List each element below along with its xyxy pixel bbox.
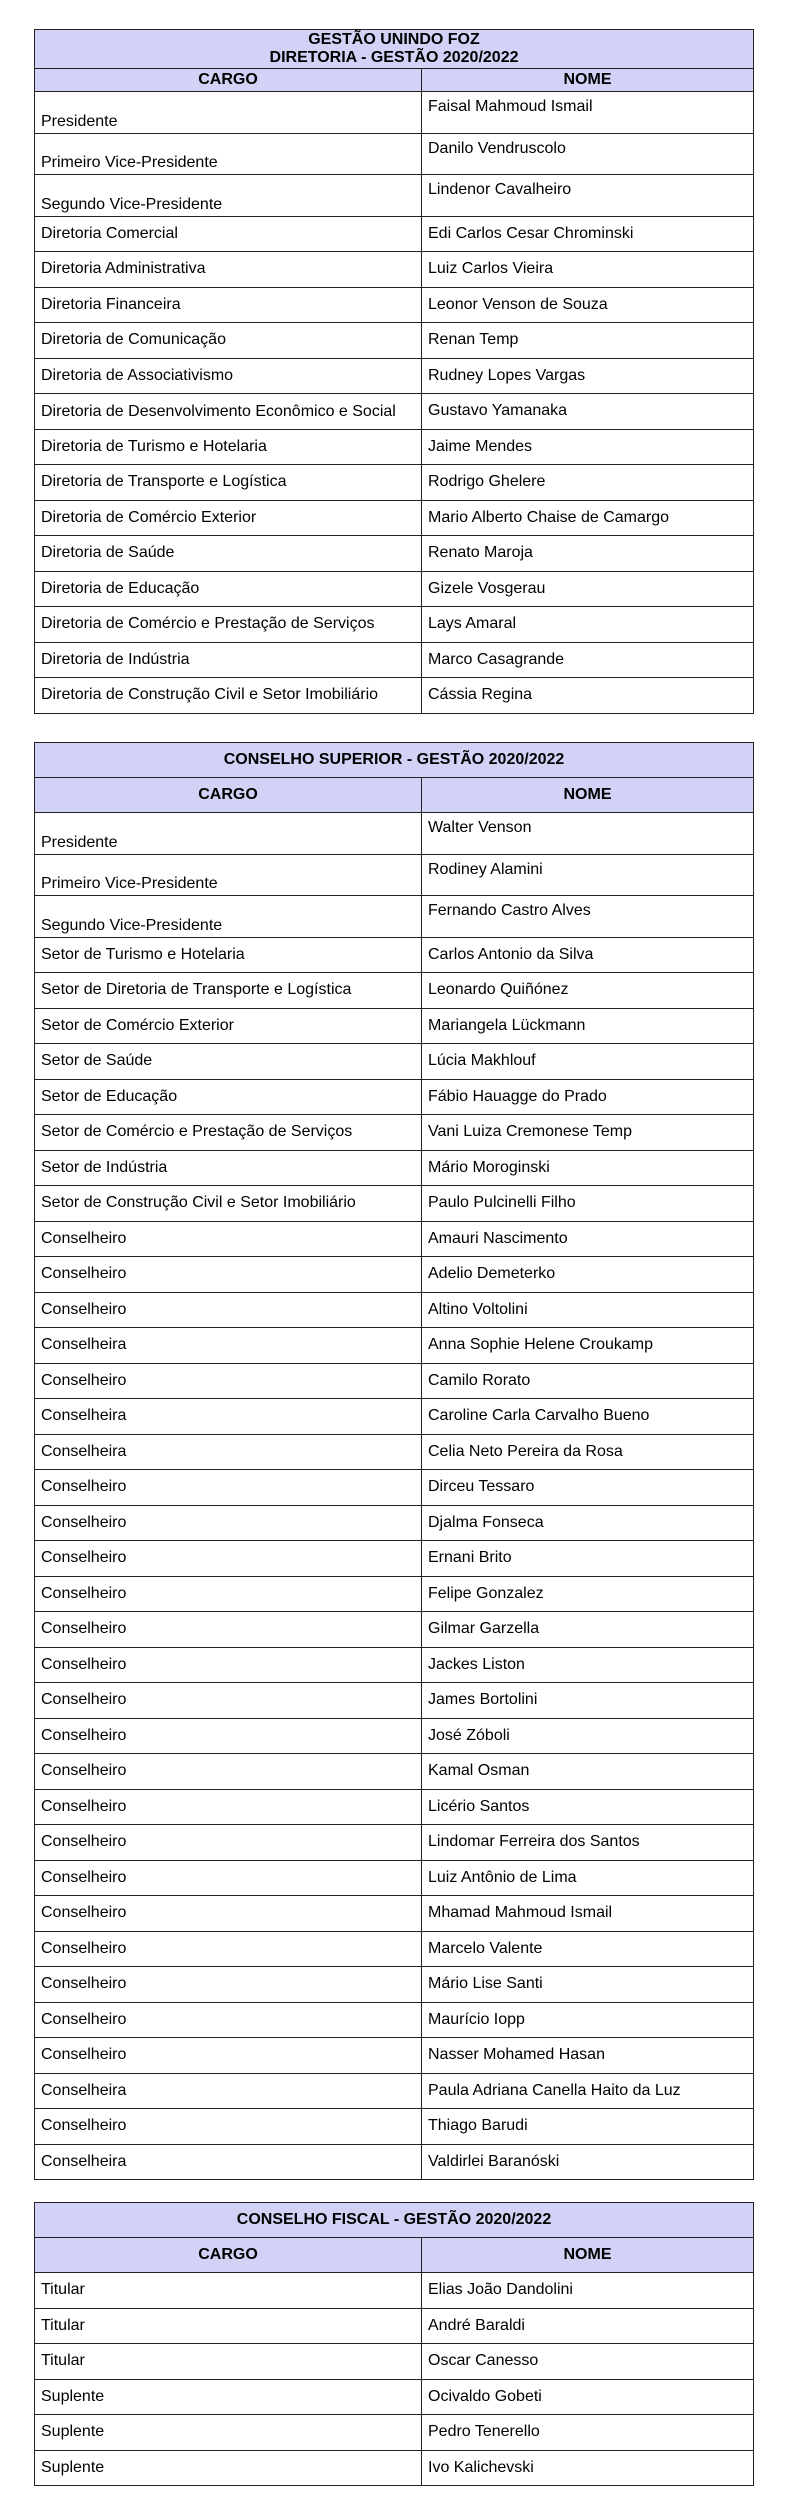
nome-cell: Licério Santos — [422, 1789, 754, 1825]
nome-cell: Lúcia Makhlouf — [422, 1044, 754, 1080]
cargo-cell: Diretoria de Associativismo — [35, 358, 422, 394]
table-row — [35, 2273, 754, 2309]
table-row — [35, 1931, 754, 1967]
cargo-cell: Diretoria de Indústria — [35, 642, 422, 678]
cargo-cell: Segundo Vice-Presidente — [35, 896, 422, 938]
cargo-cell: Diretoria de Comunicação — [35, 323, 422, 359]
nome-cell: Djalma Fonseca — [422, 1505, 754, 1541]
table-row — [35, 1008, 754, 1044]
table-row — [35, 1434, 754, 1470]
table-row — [35, 1257, 754, 1293]
nome-cell: Jackes Liston — [422, 1647, 754, 1683]
cargo-cell: Setor de Construção Civil e Setor Imobiliário — [35, 1186, 422, 1222]
nome-cell: Mário Lise Santi — [422, 1967, 754, 2003]
table-row — [35, 1718, 754, 1754]
table-row — [35, 973, 754, 1009]
table-row — [35, 896, 754, 938]
table-row — [35, 1683, 754, 1719]
table-row — [35, 1470, 754, 1506]
cargo-cell: Titular — [35, 2308, 422, 2344]
nome-cell: Renan Temp — [422, 323, 754, 359]
nome-cell: Faisal Mahmoud Ismail — [422, 92, 754, 134]
nome-cell: Leonor Venson de Souza — [422, 287, 754, 323]
nome-cell: Valdirlei Baranóski — [422, 2144, 754, 2180]
cargo-cell: Diretoria Financeira — [35, 287, 422, 323]
table-row — [35, 394, 754, 430]
cargo-cell: Conselheiro — [35, 1967, 422, 2003]
conselho-superior-title: CONSELHO SUPERIOR - GESTÃO 2020/2022 — [35, 743, 754, 778]
table-row — [35, 1505, 754, 1541]
conselho-fiscal-title: CONSELHO FISCAL - GESTÃO 2020/2022 — [35, 2203, 754, 2238]
table-row — [35, 1079, 754, 1115]
cargo-cell: Setor de Turismo e Hotelaria — [35, 937, 422, 973]
nome-cell: Oscar Canesso — [422, 2344, 754, 2380]
cargo-cell: Diretoria de Comércio e Prestação de Serviços — [35, 607, 422, 643]
cargo-cell: Conselheira — [35, 2073, 422, 2109]
nome-cell: Amauri Nascimento — [422, 1221, 754, 1257]
nome-cell: Elias João Dandolini — [422, 2273, 754, 2309]
table-row — [35, 2144, 754, 2180]
cargo-cell: Diretoria de Comércio Exterior — [35, 500, 422, 536]
cargo-cell: Suplente — [35, 2415, 422, 2451]
cargo-cell: Conselheira — [35, 1328, 422, 1364]
cargo-cell: Conselheiro — [35, 1683, 422, 1719]
nome-cell: Edi Carlos Cesar Chrominski — [422, 216, 754, 252]
nome-cell: Fábio Hauagge do Prado — [422, 1079, 754, 1115]
nome-cell: Lindenor Cavalheiro — [422, 175, 754, 217]
diretoria-title-line2: DIRETORIA - GESTÃO 2020/2022 — [269, 49, 519, 66]
table-row — [35, 536, 754, 572]
nome-cell: Fernando Castro Alves — [422, 896, 754, 938]
nome-cell: Ivo Kalichevski — [422, 2450, 754, 2486]
nome-cell: Ocivaldo Gobeti — [422, 2379, 754, 2415]
cargo-cell: Conselheiro — [35, 1292, 422, 1328]
nome-cell: Nasser Mohamed Hasan — [422, 2038, 754, 2074]
cargo-cell: Diretoria de Educação — [35, 571, 422, 607]
table-row — [35, 854, 754, 896]
column-header-nome: NOME — [422, 69, 754, 92]
cargo-cell: Diretoria de Desenvolvimento Econômico e Social — [35, 394, 422, 430]
column-header-nome: NOME — [422, 778, 754, 813]
nome-cell: Celia Neto Pereira da Rosa — [422, 1434, 754, 1470]
nome-cell: Gizele Vosgerau — [422, 571, 754, 607]
cargo-cell: Conselheiro — [35, 1931, 422, 1967]
table-row — [35, 678, 754, 714]
nome-cell: Mhamad Mahmoud Ismail — [422, 1896, 754, 1932]
table-row — [35, 1647, 754, 1683]
table-row — [35, 358, 754, 394]
table-row — [35, 2109, 754, 2145]
nome-cell: Gilmar Garzella — [422, 1612, 754, 1648]
nome-cell: Dirceu Tessaro — [422, 1470, 754, 1506]
nome-cell: Carlos Antonio da Silva — [422, 937, 754, 973]
nome-cell: Renato Maroja — [422, 536, 754, 572]
table-row — [35, 500, 754, 536]
nome-cell: Felipe Gonzalez — [422, 1576, 754, 1612]
diretoria-title-line1: GESTÃO UNINDO FOZ — [308, 31, 480, 48]
table-row — [35, 216, 754, 252]
column-header-cargo: CARGO — [35, 778, 422, 813]
nome-cell: Caroline Carla Carvalho Bueno — [422, 1399, 754, 1435]
table-row — [35, 429, 754, 465]
nome-cell: Ernani Brito — [422, 1541, 754, 1577]
column-header-nome: NOME — [422, 2238, 754, 2273]
table-row — [35, 1292, 754, 1328]
table-row — [35, 2450, 754, 2486]
nome-cell: Cássia Regina — [422, 678, 754, 714]
table-row — [35, 1576, 754, 1612]
table-row — [35, 1328, 754, 1364]
table-row — [35, 1896, 754, 1932]
cargo-cell: Primeiro Vice-Presidente — [35, 133, 422, 175]
cargo-cell: Conselheiro — [35, 1612, 422, 1648]
table-row — [35, 2344, 754, 2380]
cargo-cell: Conselheiro — [35, 2002, 422, 2038]
table-row — [35, 1860, 754, 1896]
table-row — [35, 2073, 754, 2109]
nome-cell: Gustavo Yamanaka — [422, 394, 754, 430]
cargo-cell: Titular — [35, 2273, 422, 2309]
cargo-cell: Conselheiro — [35, 1505, 422, 1541]
table-row — [35, 1399, 754, 1435]
nome-cell: Jaime Mendes — [422, 429, 754, 465]
conselho-fiscal-table — [34, 2202, 754, 2486]
cargo-cell: Conselheiro — [35, 1576, 422, 1612]
cargo-cell: Conselheiro — [35, 1825, 422, 1861]
cargo-cell: Primeiro Vice-Presidente — [35, 854, 422, 896]
column-header-cargo: CARGO — [35, 2238, 422, 2273]
nome-cell: Mario Alberto Chaise de Camargo — [422, 500, 754, 536]
cargo-cell: Setor de Educação — [35, 1079, 422, 1115]
cargo-cell: Setor de Comércio e Prestação de Serviços — [35, 1115, 422, 1151]
cargo-cell: Conselheira — [35, 2144, 422, 2180]
cargo-cell: Conselheiro — [35, 1470, 422, 1506]
table-row — [35, 2002, 754, 2038]
nome-cell: Mariangela Lückmann — [422, 1008, 754, 1044]
conselho-superior-table — [34, 742, 754, 2180]
table-row — [35, 1825, 754, 1861]
cargo-cell: Titular — [35, 2344, 422, 2380]
cargo-cell: Setor de Saúde — [35, 1044, 422, 1080]
table-row — [35, 1150, 754, 1186]
cargo-cell: Presidente — [35, 813, 422, 855]
nome-cell: Lindomar Ferreira dos Santos — [422, 1825, 754, 1861]
cargo-cell: Conselheiro — [35, 1221, 422, 1257]
table-row — [35, 2038, 754, 2074]
table-row — [35, 323, 754, 359]
table-row — [35, 813, 754, 855]
table-row — [35, 133, 754, 175]
cargo-cell: Suplente — [35, 2450, 422, 2486]
cargo-cell: Conselheiro — [35, 1541, 422, 1577]
nome-cell: Rudney Lopes Vargas — [422, 358, 754, 394]
table-row — [35, 2308, 754, 2344]
cargo-cell: Segundo Vice-Presidente — [35, 175, 422, 217]
table-row — [35, 1789, 754, 1825]
cargo-cell: Diretoria Comercial — [35, 216, 422, 252]
table-row — [35, 607, 754, 643]
cargo-cell: Conselheiro — [35, 1789, 422, 1825]
cargo-cell: Suplente — [35, 2379, 422, 2415]
table-row — [35, 465, 754, 501]
nome-cell: Danilo Vendruscolo — [422, 133, 754, 175]
nome-cell: Anna Sophie Helene Croukamp — [422, 1328, 754, 1364]
table-row — [35, 1541, 754, 1577]
nome-cell: Maurício Iopp — [422, 2002, 754, 2038]
cargo-cell: Diretoria de Turismo e Hotelaria — [35, 429, 422, 465]
cargo-cell: Conselheiro — [35, 1257, 422, 1293]
nome-cell: Walter Venson — [422, 813, 754, 855]
table-row — [35, 287, 754, 323]
table-row — [35, 1967, 754, 2003]
nome-cell: Luiz Antônio de Lima — [422, 1860, 754, 1896]
cargo-cell: Conselheira — [35, 1434, 422, 1470]
table-row — [35, 571, 754, 607]
table-row — [35, 2415, 754, 2451]
cargo-cell: Diretoria de Transporte e Logística — [35, 465, 422, 501]
table-row — [35, 1221, 754, 1257]
cargo-cell: Setor de Comércio Exterior — [35, 1008, 422, 1044]
cargo-cell: Conselheiro — [35, 1896, 422, 1932]
nome-cell: Altino Voltolini — [422, 1292, 754, 1328]
nome-cell: Luiz Carlos Vieira — [422, 252, 754, 288]
nome-cell: Rodrigo Ghelere — [422, 465, 754, 501]
cargo-cell: Conselheira — [35, 1399, 422, 1435]
cargo-cell: Conselheiro — [35, 1860, 422, 1896]
cargo-cell: Conselheiro — [35, 2109, 422, 2145]
nome-cell: Marcelo Valente — [422, 1931, 754, 1967]
cargo-cell: Conselheiro — [35, 2038, 422, 2074]
nome-cell: Mário Moroginski — [422, 1150, 754, 1186]
nome-cell: Paulo Pulcinelli Filho — [422, 1186, 754, 1222]
cargo-cell: Setor de Indústria — [35, 1150, 422, 1186]
table-row — [35, 1612, 754, 1648]
table-row — [35, 252, 754, 288]
nome-cell: José Zóboli — [422, 1718, 754, 1754]
nome-cell: André Baraldi — [422, 2308, 754, 2344]
cargo-cell: Conselheiro — [35, 1647, 422, 1683]
table-row — [35, 175, 754, 217]
table-row — [35, 1754, 754, 1790]
nome-cell: Camilo Rorato — [422, 1363, 754, 1399]
nome-cell: Leonardo Quiñónez — [422, 973, 754, 1009]
nome-cell: Thiago Barudi — [422, 2109, 754, 2145]
table-row — [35, 1363, 754, 1399]
table-row — [35, 92, 754, 134]
table-row — [35, 1186, 754, 1222]
nome-cell: Kamal Osman — [422, 1754, 754, 1790]
nome-cell: Adelio Demeterko — [422, 1257, 754, 1293]
cargo-cell: Conselheiro — [35, 1754, 422, 1790]
table-row — [35, 2379, 754, 2415]
cargo-cell: Conselheiro — [35, 1363, 422, 1399]
table-row — [35, 1044, 754, 1080]
cargo-cell: Diretoria Administrativa — [35, 252, 422, 288]
column-header-cargo: CARGO — [35, 69, 422, 92]
cargo-cell: Diretoria de Construção Civil e Setor Imobiliário — [35, 678, 422, 714]
table-row — [35, 1115, 754, 1151]
diretoria-table — [34, 29, 754, 714]
table-row — [35, 937, 754, 973]
nome-cell: Lays Amaral — [422, 607, 754, 643]
nome-cell: Rodiney Alamini — [422, 854, 754, 896]
nome-cell: Marco Casagrande — [422, 642, 754, 678]
table-row — [35, 642, 754, 678]
cargo-cell: Conselheiro — [35, 1718, 422, 1754]
nome-cell: James Bortolini — [422, 1683, 754, 1719]
cargo-cell: Setor de Diretoria de Transporte e Logística — [35, 973, 422, 1009]
nome-cell: Pedro Tenerello — [422, 2415, 754, 2451]
cargo-cell: Presidente — [35, 92, 422, 134]
diretoria-title — [35, 30, 754, 69]
nome-cell: Vani Luiza Cremonese Temp — [422, 1115, 754, 1151]
nome-cell: Paula Adriana Canella Haito da Luz — [422, 2073, 754, 2109]
cargo-cell: Diretoria de Saúde — [35, 536, 422, 572]
